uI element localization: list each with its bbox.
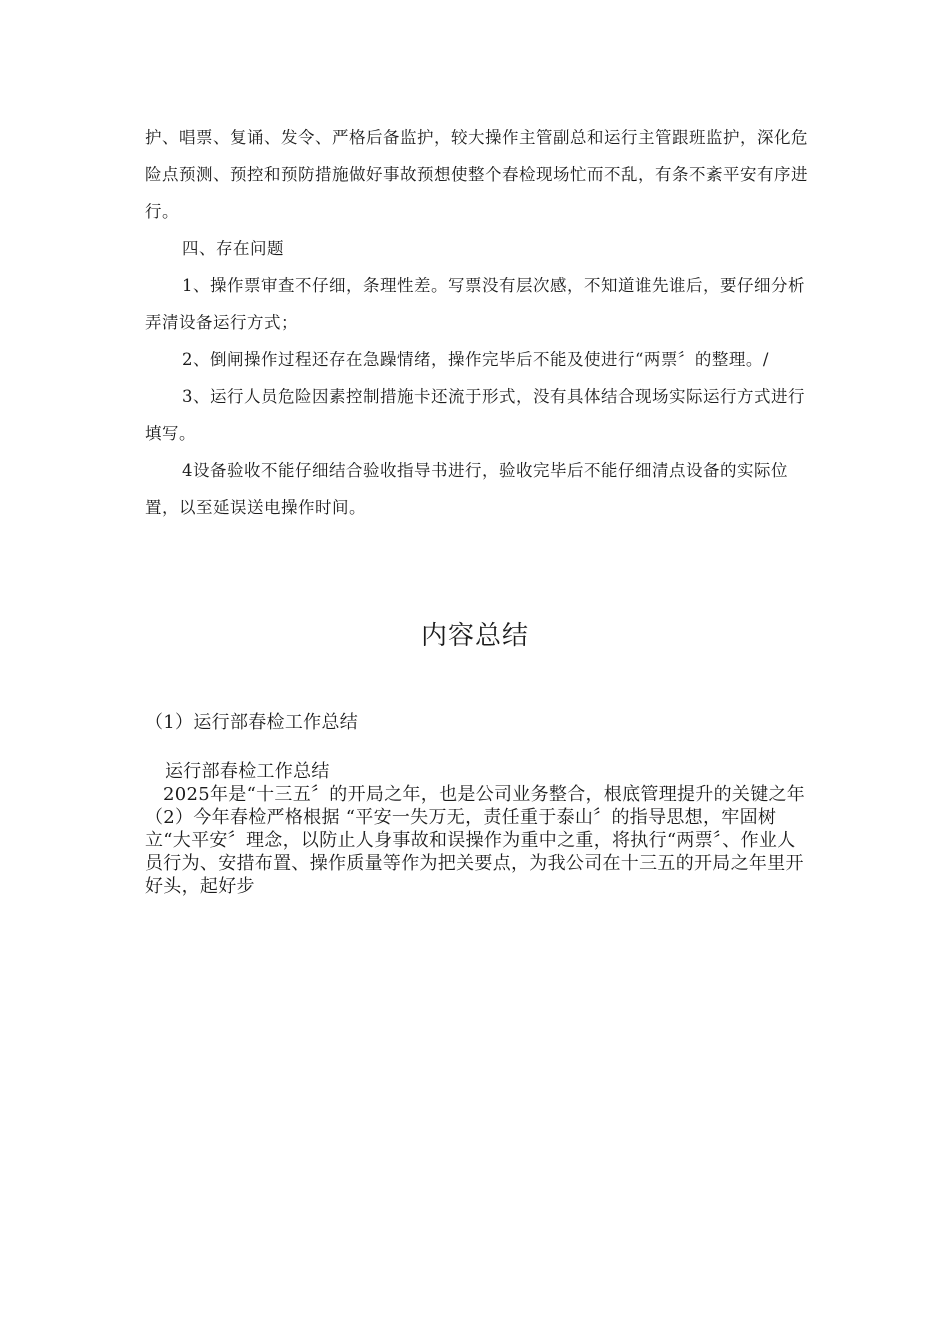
- summary-item-1-block: [145, 710, 810, 736]
- paragraph-continuation: 护、唱票、复诵、发令、严格后备监护，较大操作主管副总和运行主管跟班监护，深化危险点预测、预控和预防措施做好事故预想使整个春检现场忙而不乱，有条不紊平安有序进行。: [145, 128, 808, 221]
- summary-line-3: （2）今年春检严格根据 “平安一失万无，责任重于泰山〞的指导思想，牢固树立“大平安〞理念，以防止人身事故和误操作为重中之重，将执行“两票〞、作业人员行为、安措布置、操作质量等作为把关要点，为我公司在十三五的开局之年里开好头，起好步: [145, 807, 804, 897]
- summary-line-2: 2025年是“十三五〞的开局之年，也是公司业务整合，根底管理提升的关键之年: [163, 784, 806, 805]
- summary-item-1: （1）运行部春检工作总结: [145, 712, 359, 733]
- summary-title: 内容总结: [420, 621, 529, 651]
- document-body: [145, 119, 810, 526]
- problem-item-1: 1、操作票审查不仔细，条理性差。写票没有层次感，不知道谁先谁后，要仔细分析弄清设备运行方式；: [145, 276, 805, 332]
- problem-item-2: 2、倒闸操作过程还存在急躁情绪，操作完毕后不能及使进行“两票〞的整理。/: [182, 350, 769, 369]
- section-heading-problems: 四、存在问题: [182, 239, 284, 258]
- summary-line-1: 运行部春检工作总结: [165, 761, 330, 782]
- problem-item-4: 4设备验收不能仔细结合验收指导书进行，验收完毕后不能仔细清点设备的实际位置，以至延误送电操作时间。: [145, 461, 788, 517]
- summary-body: [145, 760, 810, 898]
- problem-item-3: 3、运行人员危险因素控制措施卡还流于形式，没有具体结合现场实际运行方式进行填写。: [145, 387, 805, 443]
